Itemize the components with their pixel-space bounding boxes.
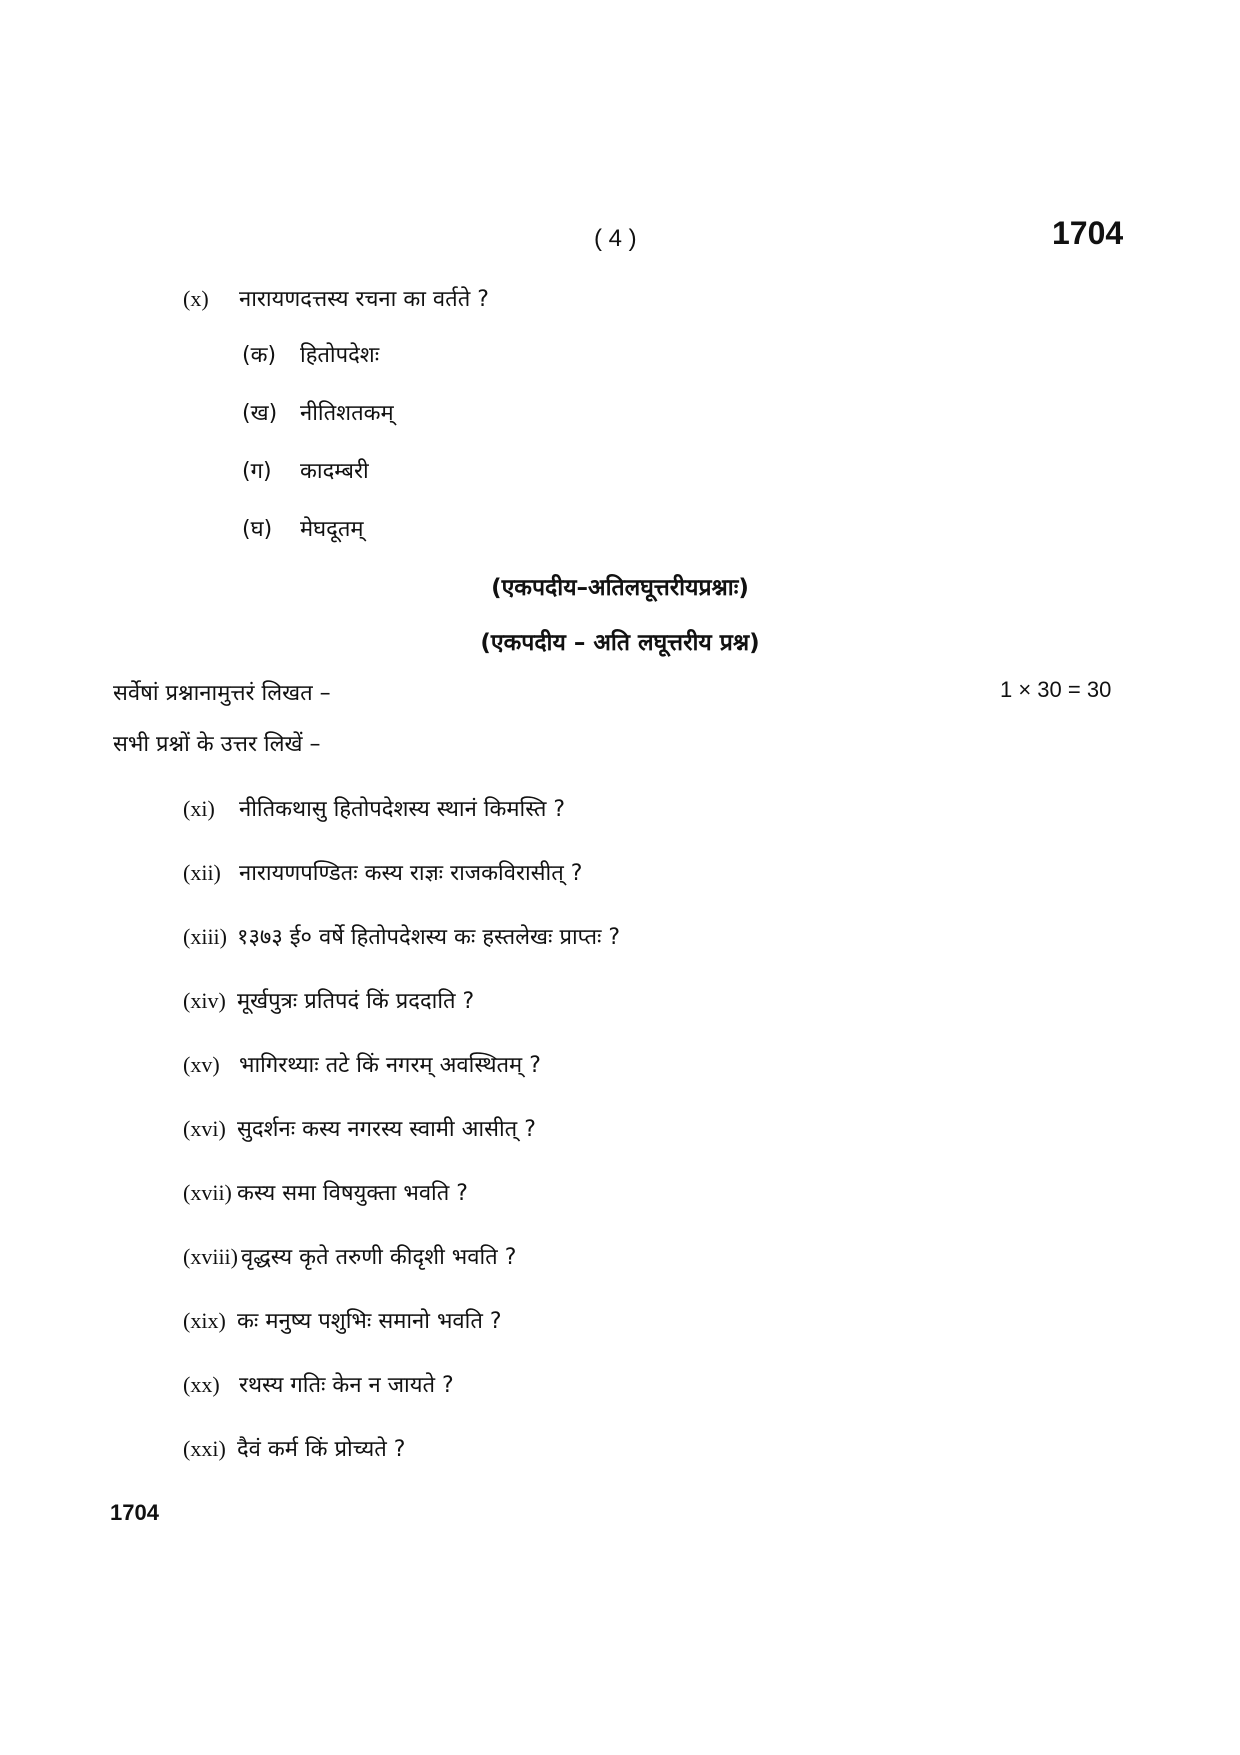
option-text: मेघदूतम् xyxy=(300,517,364,542)
page-number: ( 4 ) xyxy=(594,225,637,252)
question-xvi xyxy=(183,1113,536,1143)
instruction-sanskrit: सर्वेषां प्रश्नानामुत्तरं लिखत – xyxy=(113,681,331,706)
question-text: १३७३ ई० वर्षे हितोपदेशस्य कः हस्तलेखः प्राप्तः ? xyxy=(237,925,621,950)
question-number: (xx) xyxy=(183,1372,220,1397)
question-xviii xyxy=(183,1241,516,1271)
question-number: (xi) xyxy=(183,796,215,821)
question-number: (xv) xyxy=(183,1052,220,1077)
question-text: रथस्य गतिः केन न जायते ? xyxy=(239,1373,454,1398)
question-xi xyxy=(183,793,565,823)
option-label: (क) xyxy=(242,343,277,368)
question-xx xyxy=(183,1369,454,1399)
option-label: (ख) xyxy=(242,401,278,426)
option-label: (घ) xyxy=(242,517,273,542)
question-text: नीतिकथासु हितोपदेशस्य स्थानं किमस्ति ? xyxy=(239,797,566,822)
question-number: (x) xyxy=(183,286,209,311)
paper-code-top: 1704 xyxy=(1052,215,1124,251)
question-xvii xyxy=(183,1177,468,1207)
option-ga xyxy=(242,455,369,485)
option-label: (ग) xyxy=(242,459,272,484)
question-xii xyxy=(183,857,582,887)
question-text: नारायणपण्डितः कस्य राज्ञः राजकविरासीत् ? xyxy=(239,861,583,886)
question-number: (xii) xyxy=(183,860,221,885)
question-text: कस्य समा विषयुक्ता भवति ? xyxy=(237,1181,468,1206)
option-kha xyxy=(242,397,394,427)
section-heading-sanskrit: (एकपदीय–अतिलघूत्तरीयप्रश्नाः) xyxy=(491,575,749,601)
question-number: (xvi) xyxy=(183,1116,226,1141)
question-xiii xyxy=(183,921,620,951)
question-text: मूर्खपुत्रः प्रतिपदं किं प्रददाति ? xyxy=(237,989,475,1014)
question-xix xyxy=(183,1305,502,1335)
question-number: (xiv) xyxy=(183,988,226,1013)
question-number: (xxi) xyxy=(183,1436,226,1461)
question-xiv xyxy=(183,985,474,1015)
option-text: हितोपदेशः xyxy=(300,343,380,368)
instruction-hindi: सभी प्रश्नों के उत्तर लिखें – xyxy=(113,732,321,757)
question-number: (xvii) xyxy=(183,1180,232,1205)
option-text: कादम्बरी xyxy=(300,459,369,484)
question-text: कः मनुष्य पशुभिः समानो भवति ? xyxy=(237,1309,502,1334)
question-text: सुदर्शनः कस्य नगरस्य स्वामी आसीत् ? xyxy=(237,1117,536,1142)
option-text: नीतिशतकम् xyxy=(300,401,394,426)
question-number: (xviii) xyxy=(183,1244,238,1269)
question-xxi xyxy=(183,1433,405,1463)
marks-allocation: 1 × 30 = 30 xyxy=(1000,677,1112,702)
question-number: (xix) xyxy=(183,1308,226,1333)
option-gha xyxy=(242,513,364,543)
question-number: (xiii) xyxy=(183,924,227,949)
question-text: वृद्धस्य कृते तरुणी कीदृशी भवति ? xyxy=(241,1245,517,1270)
section-heading-hindi: (एकपदीय – अति लघूत्तरीय प्रश्न) xyxy=(480,630,760,656)
question-xv xyxy=(183,1049,541,1079)
question-text: दैवं कर्म किं प्रोच्यते ? xyxy=(237,1437,406,1462)
question-text: भागिरथ्याः तटे किं नगरम् अवस्थितम् ? xyxy=(239,1053,541,1078)
question-x xyxy=(183,283,489,313)
paper-code-bottom: 1704 xyxy=(110,1500,159,1525)
question-text: नारायणदत्तस्य रचना का वर्तते ? xyxy=(239,287,489,312)
option-ka xyxy=(242,339,379,369)
